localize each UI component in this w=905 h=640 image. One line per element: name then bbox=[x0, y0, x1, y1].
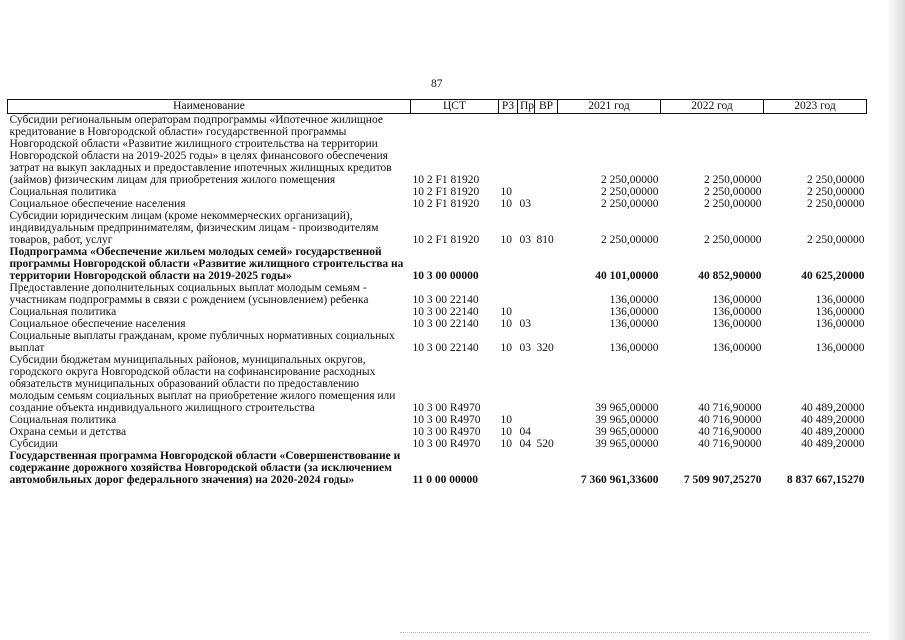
cell-cst: 10 3 00 R4970 bbox=[412, 426, 481, 438]
cell-2022: 7 509 907,25270 bbox=[683, 474, 762, 486]
cell-vr bbox=[535, 318, 558, 330]
cell-cst: 10 2 F1 81920 bbox=[412, 174, 480, 186]
scan-bottom-specks bbox=[400, 632, 870, 635]
cell-pr bbox=[518, 246, 535, 282]
cell-name: Охрана семьи и детства bbox=[9, 426, 127, 438]
cell-vr: 320 bbox=[536, 342, 554, 354]
cell-2023: 40 625,20000 bbox=[801, 270, 865, 282]
cell-cst: 10 3 00 R4970 bbox=[412, 438, 481, 450]
cell-rz bbox=[499, 114, 518, 187]
cell-rz bbox=[499, 450, 518, 486]
cell-2021: 39 965,00000 bbox=[595, 414, 659, 426]
cell-pr: 04 bbox=[519, 438, 531, 450]
cell-vr bbox=[535, 306, 558, 318]
cell-pr bbox=[518, 114, 535, 187]
cell-cst: 10 3 00 R4970 bbox=[412, 402, 481, 414]
cell-name: Субсидии региональным операторам подпрограммы «Ипотечное жилищное кредитование в Новгородской области» государственной программы Новгородской области «Развитие жилищного строительства на территории Новгородской области на 2019-2025 годы» в целях финансового обеспечения затрат на выкуп закладных и предоставление ипотечных жилищных кредитов (займов) физическим лицам для приобретения жилого помещения bbox=[9, 114, 392, 186]
cell-rz: 10 bbox=[500, 318, 512, 330]
cell-2021: 136,00000 bbox=[609, 342, 659, 354]
cell-2022: 136,00000 bbox=[712, 342, 762, 354]
cell-pr: 03 bbox=[519, 318, 531, 330]
cell-rz: 10 bbox=[500, 306, 512, 318]
cell-rz bbox=[499, 246, 518, 282]
cell-cst: 10 2 F1 81920 bbox=[412, 198, 480, 210]
cell-2023: 136,00000 bbox=[815, 342, 865, 354]
table-row bbox=[8, 210, 867, 246]
cell-2023: 8 837 667,15270 bbox=[786, 474, 865, 486]
table-row bbox=[8, 282, 867, 306]
cell-pr: 03 bbox=[519, 198, 531, 210]
cell-vr: 520 bbox=[536, 438, 554, 450]
cell-vr bbox=[535, 354, 558, 414]
cell-2023: 2 250,00000 bbox=[807, 234, 865, 246]
cell-rz bbox=[499, 282, 518, 306]
table-row bbox=[8, 306, 867, 318]
cell-name: Социальная политика bbox=[9, 186, 117, 198]
cell-cst: 10 3 00 22140 bbox=[412, 342, 479, 354]
cell-2022: 2 250,00000 bbox=[704, 198, 762, 210]
table-row bbox=[8, 318, 867, 330]
cell-pr bbox=[518, 282, 535, 306]
cell-vr bbox=[535, 246, 558, 282]
cell-2021: 40 101,00000 bbox=[595, 270, 659, 282]
page-number: 87 bbox=[431, 78, 443, 90]
cell-2021: 39 965,00000 bbox=[595, 438, 659, 450]
cell-rz: 10 bbox=[500, 198, 512, 210]
header-rz: РЗ bbox=[499, 100, 518, 114]
cell-2023: 136,00000 bbox=[815, 318, 865, 330]
cell-2023: 40 489,20000 bbox=[801, 438, 865, 450]
cell-cst: 10 3 00 22140 bbox=[412, 306, 479, 318]
cell-2021: 39 965,00000 bbox=[595, 402, 659, 414]
cell-vr: 810 bbox=[536, 234, 554, 246]
table-body bbox=[8, 114, 867, 487]
table-row bbox=[8, 246, 867, 282]
cell-2023: 40 489,20000 bbox=[801, 414, 865, 426]
cell-pr bbox=[518, 450, 535, 486]
header-2022: 2022 год bbox=[661, 100, 764, 114]
cell-2022: 2 250,00000 bbox=[704, 186, 762, 198]
cell-cst: 10 3 00 R4970 bbox=[412, 414, 481, 426]
cell-2021: 136,00000 bbox=[609, 294, 659, 306]
cell-vr bbox=[535, 414, 558, 426]
cell-name: Субсидии юридическим лицам (кроме некоммерческих организаций), индивидуальным предпринимателям, физическим лицам - производителям товаров, работ, услуг bbox=[9, 210, 379, 246]
cell-vr bbox=[535, 198, 558, 210]
cell-cst: 10 2 F1 81920 bbox=[412, 234, 480, 246]
cell-2022: 2 250,00000 bbox=[704, 174, 762, 186]
table-row bbox=[8, 330, 867, 354]
header-pr: Пр bbox=[518, 100, 535, 114]
cell-name: Предоставление дополнительных социальных выплат молодым семьям - участникам подпрограммы в связи с рождением (усыновлением) ребенка bbox=[9, 282, 369, 306]
table-row bbox=[8, 426, 867, 438]
table-row bbox=[8, 438, 867, 450]
cell-2022: 136,00000 bbox=[712, 294, 762, 306]
cell-2022: 40 716,90000 bbox=[698, 414, 762, 426]
cell-vr bbox=[535, 282, 558, 306]
cell-pr: 03 bbox=[519, 342, 531, 354]
header-cst: ЦСТ bbox=[411, 100, 499, 114]
cell-pr bbox=[518, 306, 535, 318]
cell-2021: 136,00000 bbox=[609, 318, 659, 330]
cell-pr bbox=[518, 354, 535, 414]
cell-2023: 2 250,00000 bbox=[807, 186, 865, 198]
cell-name: Социальное обеспечение населения bbox=[9, 198, 186, 210]
table-row bbox=[8, 114, 867, 187]
cell-2023: 40 489,20000 bbox=[801, 402, 865, 414]
cell-2023: 2 250,00000 bbox=[807, 198, 865, 210]
cell-2023: 136,00000 bbox=[815, 306, 865, 318]
cell-name: Подпрограмма «Обеспечение жильем молодых семей» государственной программы Новгородской области «Развитие жилищного строительства на территории Новгородской области на 2019-2025 годы» bbox=[9, 246, 404, 282]
cell-rz bbox=[499, 354, 518, 414]
cell-vr bbox=[535, 450, 558, 486]
cell-2022: 40 852,90000 bbox=[698, 270, 762, 282]
header-name: Наименование bbox=[8, 100, 411, 114]
cell-rz: 10 bbox=[500, 426, 512, 438]
cell-pr bbox=[518, 186, 535, 198]
cell-pr: 03 bbox=[519, 234, 531, 246]
cell-cst: 10 3 00 22140 bbox=[412, 294, 479, 306]
table-row bbox=[8, 198, 867, 210]
header-2023: 2023 год bbox=[764, 100, 867, 114]
cell-cst: 10 3 00 22140 bbox=[412, 318, 479, 330]
cell-2021: 136,00000 bbox=[609, 306, 659, 318]
cell-vr bbox=[535, 114, 558, 187]
cell-2021: 2 250,00000 bbox=[601, 174, 659, 186]
cell-2021: 39 965,00000 bbox=[595, 426, 659, 438]
cell-rz: 10 bbox=[500, 342, 512, 354]
header-vr: ВР bbox=[535, 100, 558, 114]
cell-name: Субсидии бюджетам муниципальных районов, муниципальных округов, городского округа Новгородской области на софинансирование расходных обязательств муниципальных образований области по предоставлению молодым семьям социальных выплат на приобретение жилого помещения или создание объекта индивидуального жилищного строительства bbox=[9, 354, 396, 414]
header-row bbox=[8, 100, 867, 114]
cell-cst: 11 0 00 00000 bbox=[412, 474, 478, 486]
cell-rz: 10 bbox=[500, 186, 512, 198]
cell-2022: 2 250,00000 bbox=[704, 234, 762, 246]
cell-2021: 2 250,00000 bbox=[601, 186, 659, 198]
cell-name: Социальные выплаты гражданам, кроме публичных нормативных социальных выплат bbox=[9, 330, 395, 354]
cell-rz: 10 bbox=[500, 234, 512, 246]
cell-name: Социальная политика bbox=[9, 306, 117, 318]
scan-edge-shadow bbox=[887, 0, 905, 640]
budget-table bbox=[7, 99, 867, 486]
cell-2022: 136,00000 bbox=[712, 306, 762, 318]
cell-2022: 40 716,90000 bbox=[698, 426, 762, 438]
cell-2021: 7 360 961,33600 bbox=[580, 474, 659, 486]
header-2021: 2021 год bbox=[558, 100, 661, 114]
cell-2023: 136,00000 bbox=[815, 294, 865, 306]
cell-vr bbox=[535, 186, 558, 198]
cell-name: Социальное обеспечение населения bbox=[9, 318, 186, 330]
table-row bbox=[8, 450, 867, 486]
cell-vr bbox=[535, 426, 558, 438]
cell-name: Субсидии bbox=[9, 438, 58, 450]
cell-rz: 10 bbox=[500, 438, 512, 450]
cell-cst: 10 2 F1 81920 bbox=[412, 186, 480, 198]
table-row bbox=[8, 414, 867, 426]
cell-name: Социальная политика bbox=[9, 414, 117, 426]
table-row bbox=[8, 354, 867, 414]
cell-pr bbox=[518, 414, 535, 426]
cell-2022: 136,00000 bbox=[712, 318, 762, 330]
cell-2023: 2 250,00000 bbox=[807, 174, 865, 186]
cell-cst: 10 3 00 00000 bbox=[412, 270, 479, 282]
table-row bbox=[8, 186, 867, 198]
cell-2023: 40 489,20000 bbox=[801, 426, 865, 438]
cell-2021: 2 250,00000 bbox=[601, 234, 659, 246]
cell-pr: 04 bbox=[519, 426, 531, 438]
cell-2022: 40 716,90000 bbox=[698, 402, 762, 414]
cell-rz: 10 bbox=[500, 414, 512, 426]
cell-2021: 2 250,00000 bbox=[601, 198, 659, 210]
cell-2022: 40 716,90000 bbox=[698, 438, 762, 450]
cell-name: Государственная программа Новгородской области «Совершенствование и содержание дорожного хозяйства Новгородской области (за исключением автомобильных дорог федерального значения) на 2020-2024 годы» bbox=[9, 450, 401, 486]
